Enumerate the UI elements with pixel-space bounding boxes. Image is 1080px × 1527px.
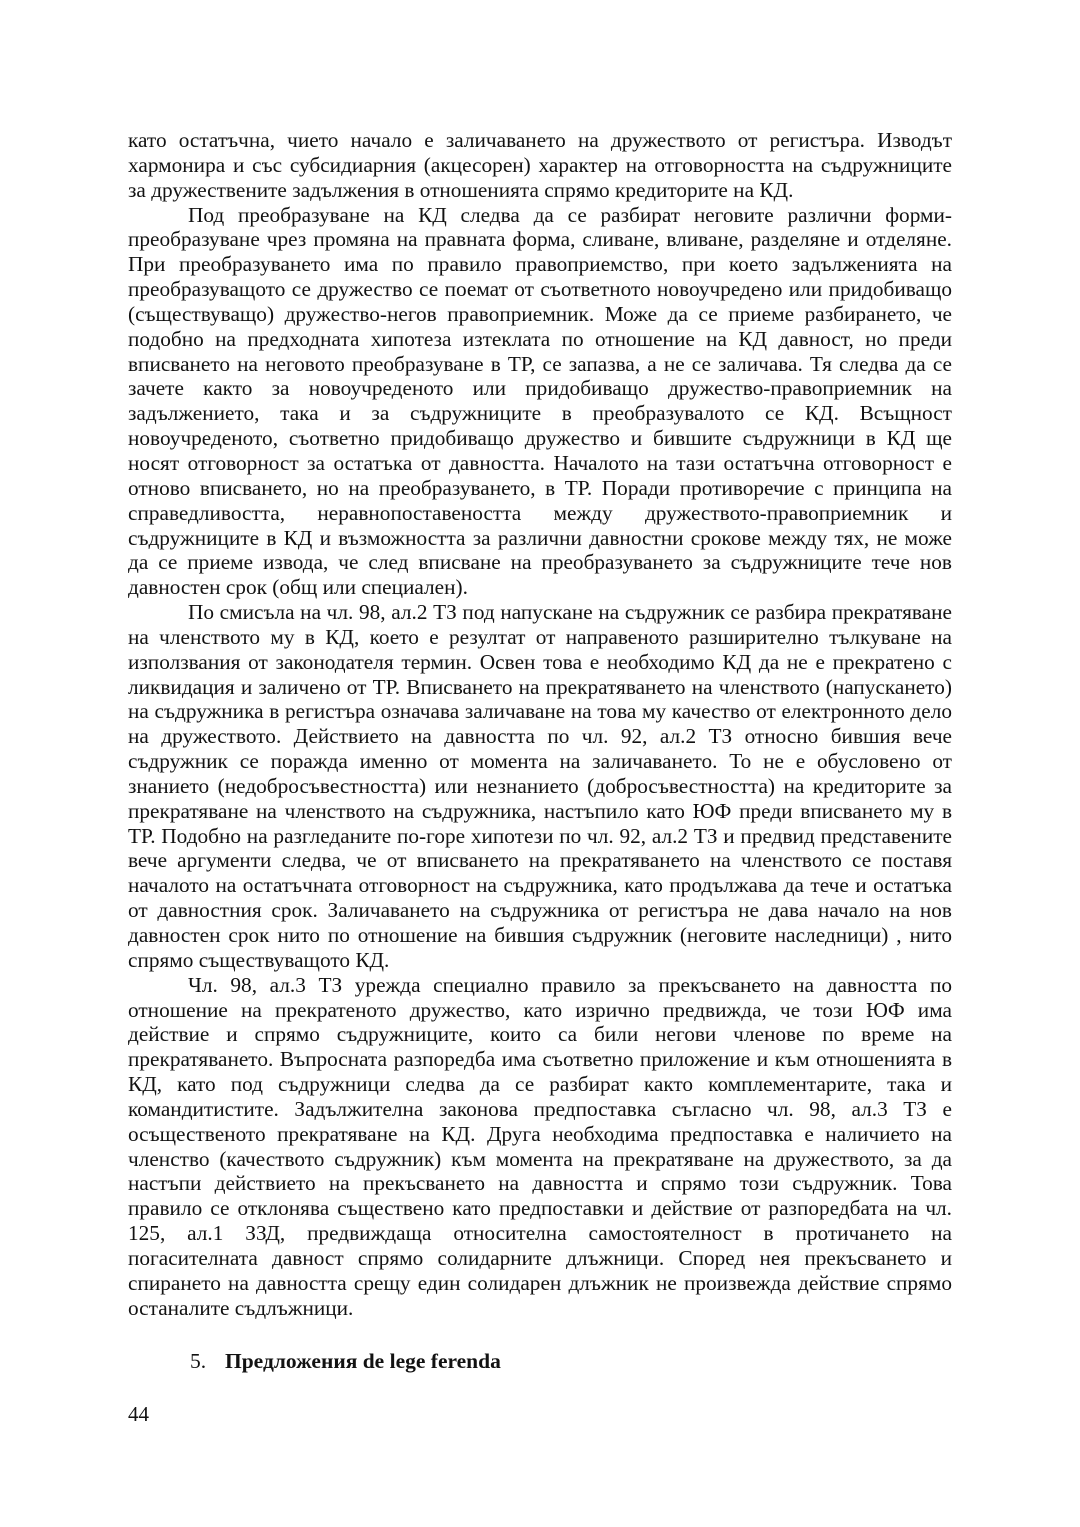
paragraph-3: По смисъла на чл. 98, ал.2 ТЗ под напускане на съдружник се разбира прекратяване на членството му в КД, което е резултат от направеното разширително тълкуване на използвания от законодателя термин. Освен това е необходимо КД да не е прекратено с ликвидация и заличено от ТР. Вписването на прекратяването на членството (напускането) на съдружника в регистъра означава заличаване на това му качество от електронното дело на дружеството. Действието на давността по чл. 92, ал.2 ТЗ относно бившия вече съдружник се поражда именно от момента на заличаването. То не е обусловено от знанието (недобросъвестността) или незнанието (добросъвестността) на кредиторите за прекратяване на членството на съдружника, настъпило като ЮФ преди вписването му в ТР. Подобно на разгледаните по-горе хипотези по чл. 92, ал.2 ТЗ и предвид представените вече аргументи следва, че от вписването на прекратяването на членството се поставя началото на остатъчната отговорност на съдружника, като продължава да тече и остатъка от давностния срок. Заличаването на съдружника от регистъра не дава начало на нов давностен срок нито по отношение на бившия съдружник (неговите наследници) , нито спрямо съществуващото КД. [128, 600, 952, 972]
paragraph-1: като остатъчна, чието начало е заличаването на дружеството от регистъра. Изводът хармонира и със субсидиарния (акцесорен) характер на отговорността на съдружниците за дружествените задължения в отношенията спрямо кредиторите на КД. [128, 128, 952, 202]
text-block [128, 128, 952, 1374]
heading-number: 5. [190, 1348, 207, 1373]
paragraph-2: Под преобразуване на КД следва да се разбират неговите различни форми-преобразуване чрез промяна на правната форма, сливане, вливане, разделяне и отделяне. При преобразуването има по правило правоприемство, при което задълженията на преобразуващото се дружество се поемат от съответното новоучредено или придобиващо (съществуващо) дружество-негов правоприемник. Може да се приеме разбирането, че подобно на предходната хипотеза изтеклата по отношение на КД давност, но преди вписването на неговото преобразуване в ТР, се запазва, а не се заличава. Тя следва да се зачете както за новоучреденото или придобиващо дружество-правоприемник на задължението, така и за съдружниците в преобразувалото се КД. Всъщност новоучреденото, съответно придобиващо дружество и бившите съдружници в КД ще носят отговорност за остатъка от давността. Началото на тази остатъчна отговорност е отново вписването, но на преобразуването, в ТР. Поради противоречие с принципа на справедливостта, неравнопоставеността между дружеството-правоприемник и съдружниците в КД и възможността за различни давностни срокове между тях, не може да се приеме извода, че след вписване на преобразуването за съдружниците тече нов давностен срок (общ или специален). [128, 202, 952, 600]
heading-title: Предложения de lege ferenda [225, 1348, 501, 1373]
page-number: 44 [128, 1402, 149, 1426]
section-heading [128, 1348, 952, 1374]
paragraph-4: Чл. 98, ал.3 ТЗ урежда специално правило за прекъсването на давността по отношение на прекратеното дружество, като изрично предвижда, че този ЮФ има действие и спрямо съдружниците, които са били негови членове по време на прекратяването. Въпросната разпоредба има съответно приложение и към отношенията в КД, като под съдружници следва да се разбират както комплементарите, така и командитистите. Задължителна законова предпоставка съгласно чл. 98, ал.3 ТЗ е осъщественото прекратяване на КД. Друга необходима предпоставка е наличието на членство (качеството съдружник) към момента на прекратяване на дружеството, за да настъпи действието на прекъсването на давността и спрямо този съдружник. Това правило се отклонява съществено като предпоставки и действие от разпоредбата на чл. 125, ал.1 ЗЗД, предвиждаща относителна самостоятелност в протичането на погасителната давност спрямо солидарните длъжници. Според нея прекъсването и спирането на давността срещу един солидарен длъжник не произвежда действие спрямо останалите съдлъжници. [128, 972, 952, 1320]
